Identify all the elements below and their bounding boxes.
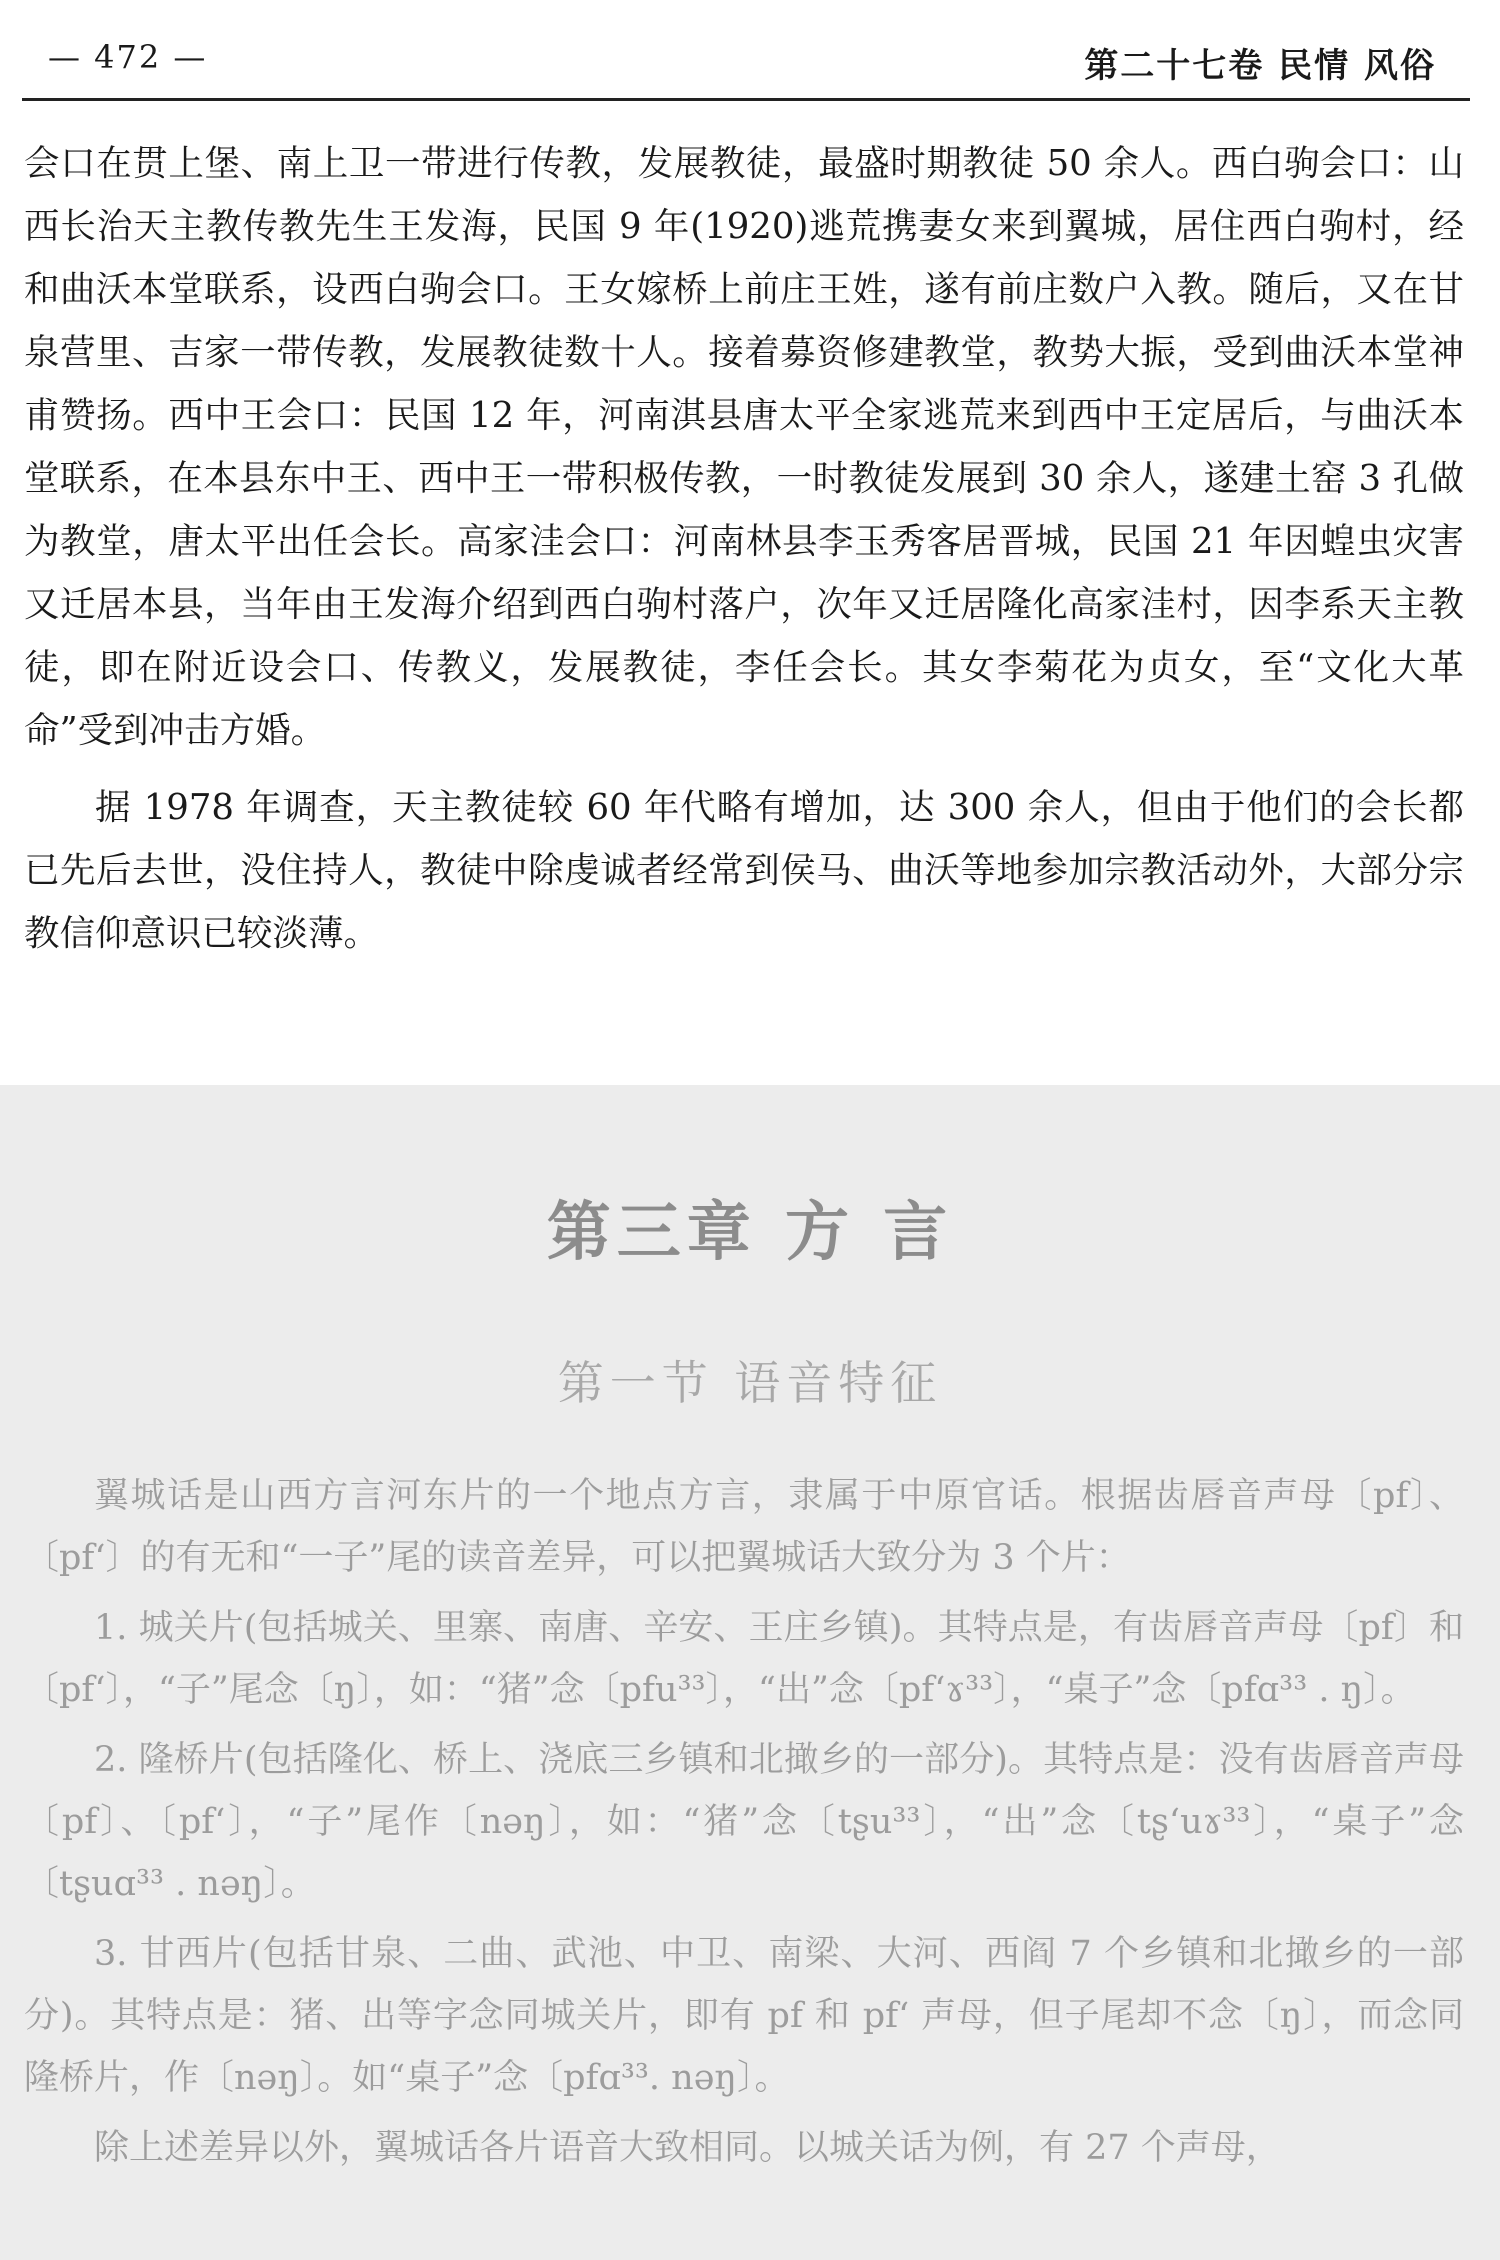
paragraph: 除上述差异以外，翼城话各片语音大致相同。以城关话为例，有 27 个声母， [94, 2128, 1281, 2168]
paragraph: 3. 甘西片(包括甘泉、二曲、武池、中卫、南梁、大河、西阎 7 个乡镇和北撖乡的一部分)。其特点是：猪、出等字念同城关片，即有 pf 和 pf‘ 声母，但子尾却不念〔ŋ〕，而念同隆桥片，作〔nəŋ〕。如“桌子”念〔pfɑ³³. nəŋ〕。 [24, 1934, 1464, 2098]
paragraph: 据 1978 年调查，天主教徒较 60 年代略有增加，达 300 余人，但由于他们的会长都已先后去世，没住持人，教徒中除虔诚者经常到侯马、曲沃等地参加宗教活动外，大部分宗教信仰意识已较淡薄。 [24, 787, 1464, 954]
paragraph: 2. 隆桥片(包括隆化、桥上、浇底三乡镇和北撖乡的一部分)。其特点是：没有齿唇音声母〔pf〕、〔pf‘〕，“子”尾作〔nəŋ〕，如：“猪”念〔tʂu³³〕，“出”念〔tʂ‘uɤ³³〕，“桌子”念〔tʂuɑ³³ . nəŋ〕。 [24, 1740, 1464, 1904]
upper-text-block [24, 132, 1464, 965]
page-number: — 472 — [48, 38, 208, 76]
paragraph: 翼城话是山西方言河东片的一个地点方言，隶属于中原官话。根据齿唇音声母〔pf〕、〔pf‘〕的有无和“一子”尾的读音差异，可以把翼城话大致分为 3 个片： [24, 1476, 1464, 1578]
chapter-title: 第三章 方 言 [546, 1196, 954, 1270]
running-title: 第二十七卷 民情 风俗 [1084, 46, 1436, 86]
lower-text-block [24, 1465, 1464, 2187]
paragraph: 会口在贯上堡、南上卫一带进行传教，发展教徒，最盛时期教徒 50 余人。西白驹会口：山西长治天主教传教先生王发海，民国 9 年(1920)逃荒携妻女来到翼城，居住西白驹村，经和曲沃本堂联系，设西白驹会口。王女嫁桥上前庄王姓，遂有前庄数户入教。随后，又在甘泉营里、吉家一带传教，发展教徒数十人。接着募资修建教堂，教势大振，受到曲沃本堂神甫赞扬。西中王会口：民国 12 年，河南淇县唐太平全家逃荒来到西中王定居后，与曲沃本堂联系，在本县东中王、西中王一带积极传教，一时教徒发展到 30 余人，遂建土窑 3 孔做为教堂，唐太平出任会长。高家洼会口：河南林县李玉秀客居晋城，民国 21 年因蝗虫灾害又迁居本县，当年由王发海介绍到西白驹村落户，次年又迁居隆化高家洼村，因李系天主教徒，即在附近设会口、传教义，发展教徒，李任会长。其女李菊花为贞女，至“文化大革命”受到冲击方婚。 [24, 143, 1464, 751]
page-header [28, 38, 1474, 88]
faded-lower-section [0, 1085, 1500, 2260]
paragraph: 1. 城关片(包括城关、里寨、南唐、辛安、王庄乡镇)。其特点是，有齿唇音声母〔pf〕和〔pf‘〕，“子”尾念〔ŋ〕，如：“猪”念〔pfu³³〕，“出”念〔pf‘ɤ³³〕，“桌子”念〔pfɑ³³ . ŋ〕。 [24, 1608, 1464, 1710]
header-rule [22, 98, 1470, 101]
section-title: 第一节 语音特征 [557, 1356, 943, 1410]
